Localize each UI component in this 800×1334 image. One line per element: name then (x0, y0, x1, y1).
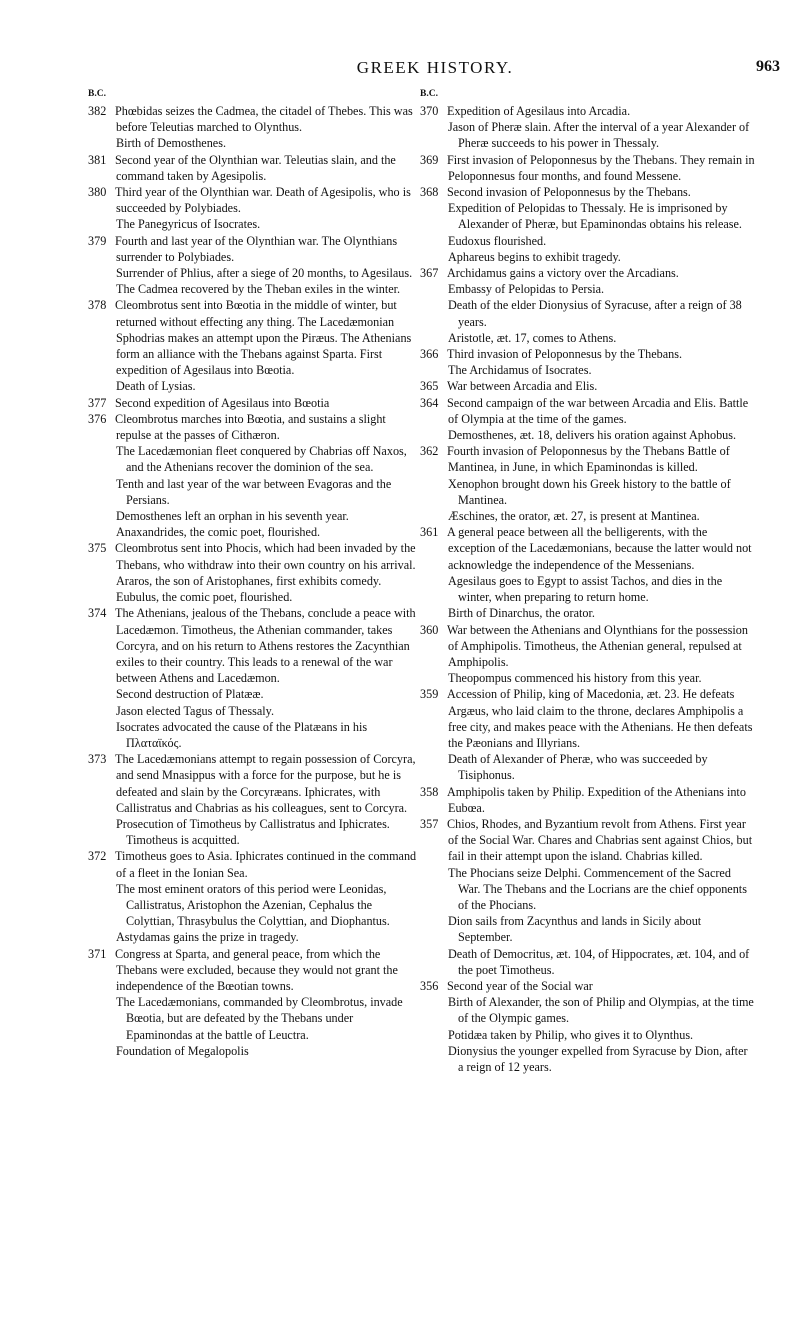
timeline-entry (420, 784, 755, 816)
year-label: 370 (420, 104, 439, 118)
event-text: Tenth and last year of the war between Evagoras and the Persians. (116, 476, 392, 507)
event-text: Birth of Dinarchus, the orator. (448, 606, 595, 621)
event-text: Demosthenes left an orphan in his seventh year. (116, 509, 349, 524)
timeline-entry (420, 378, 755, 394)
timeline-entry (420, 622, 755, 687)
timeline-entry (420, 265, 755, 346)
event-text: The Panegyricus of Isocrates. (116, 217, 261, 232)
year-label: 382 (88, 104, 107, 118)
event-text: The Phocians seize Delphi. Commencement of the Sacred War. The Thebans and the Locrians are the chief opponents of the Phocians. (448, 865, 747, 912)
timeline-entry (88, 848, 418, 945)
bc-label: B.C. (420, 89, 438, 99)
year-label: 373 (88, 752, 107, 767)
timeline-entry (88, 605, 418, 751)
event-text: Cleombrotus sent into Phocis, which had been invaded by the Thebans, who withdraw into their own country on his arrival. (115, 541, 416, 572)
year-label: 365 (420, 379, 439, 394)
event-text: Second campaign of the war between Arcadia and Elis. Battle of Olympia at the time of the games. (447, 395, 749, 426)
event-text: Death of Alexander of Pheræ, who was succeeded by Tisiphonus. (448, 752, 708, 783)
event-text: Cleombrotus sent into Bœotia in the middle of winter, but returned without effecting any thing. The Lacedæmonian Sphodrias makes an attempt upon the Piræus. The Athenians form an alliance with the Thebans against Sparta. First expedition of Agesilaus into Bœotia. (115, 298, 412, 378)
event-text: Cleombrotus marches into Bœotia, and sustains a slight repulse at the passes of Cithæron. (115, 411, 386, 443)
event-text: Amphipolis taken by Philip. Expedition of the Athenians into Eubœa. (447, 784, 746, 815)
event-text: The Archidamus of Isocrates. (448, 363, 592, 378)
year-label: 366 (420, 347, 439, 362)
event-text: Anaxandrides, the comic poet, flourished. (116, 525, 321, 540)
event-text: The Cadmea recovered by the Theban exiles in the winter. (116, 282, 401, 297)
event-text: The Athenians, jealous of the Thebans, conclude a peace with Lacedæmon. Timotheus, the Athenian commander, takes Corcyra, and on his return to Athens restores the Zacynthian exiles to their country. This leads to a renewal of the war between Athens and Lacedæmon. (115, 606, 416, 686)
event-text: A general peace between all the belligerents, with the exception of the Lacedæmonians, because the latter would not acknowledge the independence of the Messenians. (447, 525, 752, 572)
year-label: 367 (420, 266, 439, 281)
timeline-entry (420, 346, 755, 378)
event-text: Agesilaus goes to Egypt to assist Tachos, and dies in the winter, when preparing to return home. (448, 573, 723, 605)
event-text: Foundation of Megalopolis (116, 1043, 249, 1058)
timeline-entry (88, 233, 418, 298)
event-text: Isocrates advocated the cause of the Platæans in his Πλαταϊκός. (116, 719, 368, 750)
event-text: Araros, the son of Aristophanes, first exhibits comedy. (116, 573, 382, 588)
event-text: Birth of Alexander, the son of Philip and Olympias, at the time of the Olympic games. (448, 995, 754, 1026)
event-text: Dion sails from Zacynthus and lands in Sicily about September. (448, 914, 702, 945)
event-text: Surrender of Phlius, after a siege of 20 months, to Agesilaus. (116, 266, 413, 281)
timeline-entry (88, 297, 418, 394)
timeline-entry (420, 103, 755, 152)
page-title: GREEK HISTORY. (356, 58, 514, 77)
event-text: Dionysius the younger expelled from Syracuse by Dion, after a reign of 12 years. (448, 1043, 748, 1074)
event-text: Second year of the Olynthian war. Teleutias slain, and the command taken by Agesipolis. (115, 152, 396, 183)
event-text: Eudoxus flourished. (448, 233, 547, 248)
event-text: Fourth invasion of Peloponnesus by the Thebans Battle of Mantinea, in June, in which Epaminondas is killed. (447, 444, 730, 475)
year-label: 360 (420, 622, 439, 637)
event-text: Second destruction of Platææ. (116, 687, 264, 702)
event-text: Congress at Sparta, and general peace, from which the Thebans were excluded, because they would not grant the independence of the Bœotian towns. (115, 946, 398, 993)
event-text: Fourth and last year of the Olynthian war. The Olynthians surrender to Polybiades. (115, 233, 398, 264)
event-text: Jason elected Tagus of Thessaly. (116, 703, 274, 718)
event-text: Death of Lysias. (116, 379, 196, 394)
timeline-entry (420, 184, 755, 265)
event-text: Third year of the Olynthian war. Death of Agesipolis, who is succeeded by Polybiades. (115, 185, 411, 216)
event-text: Archidamus gains a victory over the Arcadians. (447, 266, 679, 281)
page-header (90, 56, 780, 80)
event-text: War between Arcadia and Elis. (447, 379, 598, 394)
timeline-entry (420, 978, 755, 1075)
timeline-entry (420, 443, 755, 524)
timeline-entry (420, 816, 755, 978)
event-text: Eubulus, the comic poet, flourished. (116, 590, 293, 605)
event-text: Timotheus goes to Asia. Iphicrates continued in the command of a fleet in the Ionian Sea. (115, 849, 417, 880)
year-label: 358 (420, 784, 439, 799)
year-label: 375 (88, 541, 107, 556)
timeline-entry (420, 395, 755, 444)
left-column (88, 88, 418, 1059)
event-text: Expedition of Agesilaus into Arcadia. (447, 104, 631, 118)
year-label: 362 (420, 444, 439, 459)
event-text: Demosthenes, æt. 18, delivers his oration against Aphobus. (448, 428, 737, 443)
year-label: 368 (420, 185, 439, 200)
event-text: Potidæa taken by Philip, who gives it to Olynthus. (448, 1027, 694, 1042)
right-column (420, 88, 755, 1075)
year-label: 356 (420, 978, 439, 993)
timeline-entry (88, 184, 418, 233)
event-text: The Lacedæmonians attempt to regain possession of Corcyra, and send Mnasippus with a force for the purpose, but he is defeated and slain by the Corcyræans. Iphicrates, with Callistratus and Chabrias as his colleagues, sent to Corcyra. (115, 752, 416, 815)
year-label: 377 (88, 395, 107, 410)
timeline-entry (88, 152, 418, 184)
year-label: 380 (88, 185, 107, 200)
event-text: Theopompus commenced his history from this year. (448, 671, 702, 686)
event-text: Æschines, the orator, æt. 27, is present at Mantinea. (448, 509, 700, 524)
event-text: First invasion of Peloponnesus by the Thebans. They remain in Peloponnesus four months, and found Messene. (447, 152, 755, 183)
year-label: 371 (88, 946, 107, 961)
event-text: Jason of Pheræ slain. After the interval of a year Alexander of Pheræ succeeds to his power in Thessaly. (448, 120, 750, 151)
year-label: 364 (420, 395, 439, 410)
timeline-entry (420, 524, 755, 621)
event-text: Chios, Rhodes, and Byzantium revolt from Athens. First year of the Social War. Chares and Chabrias sent against Chios, but fail in their attempt upon the island. Chabrias killed. (447, 816, 753, 864)
event-text: Phœbidas seizes the Cadmea, the citadel of Thebes. This was before Teleutias marched to Olynthus. (115, 104, 413, 135)
timeline-entry (88, 540, 418, 605)
year-label: 369 (420, 152, 439, 167)
event-text: Third invasion of Peloponnesus by the Thebans. (447, 347, 683, 362)
year-label: 381 (88, 152, 107, 167)
event-text: Birth of Demosthenes. (116, 136, 227, 151)
event-text: Aphareus begins to exhibit tragedy. (448, 249, 621, 264)
event-text: Second expedition of Agesilaus into Bœotia (115, 395, 330, 410)
event-text: War between the Athenians and Olynthians for the possession of Amphipolis. Timotheus, the Athenian general, repulsed at Amphipolis. (447, 622, 748, 669)
event-text: Xenophon brought down his Greek history to the battle of Mantinea. (448, 476, 731, 507)
timeline-entry (88, 946, 418, 1059)
event-text: Embassy of Pelopidas to Persia. (448, 282, 605, 297)
event-text: Second year of the Social war (447, 978, 593, 993)
year-label: 374 (88, 606, 107, 621)
event-text: Prosecution of Timotheus by Callistratus and Iphicrates. Timotheus is acquitted. (116, 816, 390, 848)
timeline-entry (420, 686, 755, 783)
timeline-entry (88, 103, 418, 152)
event-text: The Lacedæmonian fleet conquered by Chabrias off Naxos, and the Athenians recover the dominion of the sea. (116, 444, 407, 475)
event-text: Aristotle, æt. 17, comes to Athens. (448, 330, 617, 345)
event-text: Accession of Philip, king of Macedonia, æt. 23. He defeats Argæus, who laid claim to the throne, declares Amphipolis a free city, and makes peace with the Athenians. He then defeats the Pæonians and Illyrians. (447, 687, 753, 750)
bc-label: B.C. (88, 89, 106, 99)
year-label: 379 (88, 233, 107, 248)
timeline-entry (88, 411, 418, 541)
year-label: 357 (420, 816, 439, 831)
event-text: The most eminent orators of this period were Leonidas, Callistratus, Aristophon the Azenian, Cephalus the Colyttian, Thrasybulus the Colyttian, and Diophantus. (116, 881, 390, 929)
event-text: Death of Democritus, æt. 104, of Hippocrates, æt. 104, and of the poet Timotheus. (448, 946, 750, 977)
year-label: 372 (88, 849, 107, 864)
event-text: Astydamas gains the prize in tragedy. (116, 930, 299, 945)
event-text: The Lacedæmonians, commanded by Cleombrotus, invade Bœotia, but are defeated by the Thebans under Epaminondas at the battle of Leuctra. (116, 995, 403, 1042)
event-text: Death of the elder Dionysius of Syracuse, after a reign of 38 years. (448, 298, 742, 329)
year-label: 376 (88, 411, 107, 426)
event-text: Second invasion of Peloponnesus by the Thebans. (447, 185, 691, 200)
year-label: 378 (88, 298, 107, 313)
page-number: 963 (756, 58, 780, 75)
year-label: 359 (420, 687, 439, 702)
timeline-entry (88, 751, 418, 848)
timeline-entry (88, 395, 418, 411)
timeline-entry (420, 152, 755, 184)
year-label: 361 (420, 525, 439, 540)
event-text: Expedition of Pelopidas to Thessaly. He is imprisoned by Alexander of Pheræ, but Epaminondas obtains his release. (448, 201, 742, 232)
